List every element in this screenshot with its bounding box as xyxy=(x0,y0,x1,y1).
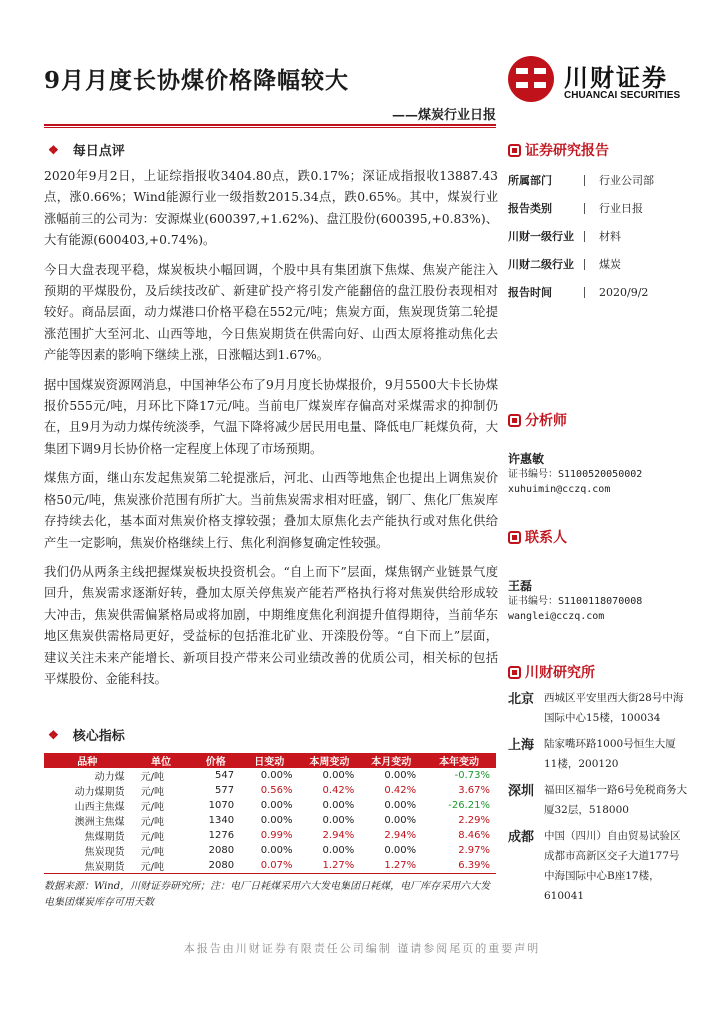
table-row xyxy=(44,828,496,843)
report-info-heading-text: 证券研究报告 xyxy=(525,143,609,159)
table-cell: -26.21% xyxy=(448,800,490,811)
page-footer: 本报告由川财证券有限责任公司编制 谨请参阅尾页的重要声明 xyxy=(183,942,541,955)
table-cell: 1.27% xyxy=(360,858,422,874)
table-row xyxy=(44,783,496,798)
table-cell: 2080 xyxy=(191,858,240,874)
analyst-heading xyxy=(508,410,718,430)
section-icon xyxy=(508,414,521,427)
table-cell: 0.00% xyxy=(322,845,355,856)
office-address: 陆家嘴环路1000号恒生大厦11楼，200120 xyxy=(544,738,676,770)
brand-name-cn: 川财证券 xyxy=(564,64,668,92)
info-value: 2020/9/2 xyxy=(599,285,649,299)
table-row xyxy=(44,768,496,783)
table-cell: 0.56% xyxy=(260,785,293,796)
daily-paragraph: 煤焦方面，继山东发起焦炭第二轮提涨后，河北、山西等地焦企也提出上调焦炭价格50元/吨，焦炭涨价范围有所扩大。当前焦炭需求相对旺盛，钢厂、焦化厂焦炭库存持续去化，基本面对焦炭价格支撑较强；叠加太原焦化去产能执行或对焦化供给产生一定影响，焦炭价格继续上行、焦化利润修复确定性较强。 xyxy=(44,471,498,550)
daily-commentary xyxy=(44,140,498,690)
col-header: 本周变动 xyxy=(298,753,360,768)
table-cell: 0.99% xyxy=(260,830,293,841)
office-row xyxy=(508,826,718,906)
table-cell: 0.42% xyxy=(384,785,417,796)
brand-name-en: CHUANCAI SECURITIES xyxy=(564,90,681,101)
table-cell: 0.07% xyxy=(240,858,298,874)
report-title: 9月月度长协煤价格降幅较大 xyxy=(44,67,350,94)
office-city: 上海 xyxy=(508,738,535,753)
contact-name: 王磊 xyxy=(508,579,533,593)
table-cell: 1276 xyxy=(208,830,235,841)
info-value: 行业公司部 xyxy=(599,174,654,187)
info-key: 报告时间 xyxy=(508,286,552,299)
diamond-bullet-icon: ❖ xyxy=(48,142,59,157)
table-cell: 2.29% xyxy=(458,815,490,826)
table-cell: 0.00% xyxy=(384,800,417,811)
analyst-heading-text: 分析师 xyxy=(525,413,567,429)
section-icon xyxy=(508,666,521,679)
table-cell: 2.94% xyxy=(384,830,417,841)
analyst-cert: 证书编号：S1100520050002 xyxy=(508,469,643,480)
info-row xyxy=(508,200,718,216)
table-header-row xyxy=(44,753,496,768)
col-header: 单位 xyxy=(131,753,192,768)
info-separator xyxy=(584,259,594,270)
daily-heading xyxy=(48,140,498,159)
table-cell: 山西主焦煤 xyxy=(74,802,125,813)
info-separator xyxy=(584,175,594,186)
office-list xyxy=(508,688,718,906)
info-key: 川财一级行业 xyxy=(508,230,574,243)
info-row xyxy=(508,172,718,188)
col-header: 价格 xyxy=(191,753,240,768)
info-key: 所属部门 xyxy=(508,174,552,187)
table-cell: 元/吨 xyxy=(140,832,164,843)
office-row xyxy=(508,734,718,774)
col-header: 本月变动 xyxy=(360,753,422,768)
info-value: 材料 xyxy=(599,230,621,243)
table-cell: 0.00% xyxy=(384,770,417,781)
indicator-table xyxy=(44,753,496,874)
table-cell: 焦炭期货 xyxy=(44,858,131,874)
diamond-bullet-icon: ❖ xyxy=(48,727,59,742)
header-rule xyxy=(44,124,496,126)
table-cell: 焦煤期货 xyxy=(84,832,125,843)
table-cell: 动力煤 xyxy=(94,772,125,783)
table-cell: 元/吨 xyxy=(140,817,164,828)
table-cell: 1.27% xyxy=(298,858,360,874)
table-cell: 8.46% xyxy=(458,830,490,841)
table-cell: 0.00% xyxy=(384,815,417,826)
table-cell: 元/吨 xyxy=(131,858,192,874)
table-cell: 0.00% xyxy=(322,815,355,826)
contact-heading xyxy=(508,527,718,547)
table-cell: 0.42% xyxy=(322,785,355,796)
info-key: 报告类别 xyxy=(508,202,552,215)
info-row xyxy=(508,284,718,300)
table-cell: 0.00% xyxy=(260,845,293,856)
contact-email[interactable]: wanglei@cczq.com xyxy=(508,611,605,622)
info-value: 行业日报 xyxy=(599,202,643,215)
contact-heading-text: 联系人 xyxy=(525,530,567,546)
core-indicators xyxy=(44,725,498,911)
table-cell: 1070 xyxy=(208,800,235,811)
info-value: 煤炭 xyxy=(599,258,621,271)
table-cell: 元/吨 xyxy=(140,802,164,813)
table-cell: 547 xyxy=(214,770,235,781)
info-row xyxy=(508,256,718,272)
table-note: 数据来源：Wind，川财证券研究所；注：电厂日耗煤采用六大发电集团日耗煤，电厂库存采用六大发电集团煤炭库存可用天数 xyxy=(44,881,491,908)
table-cell: 元/吨 xyxy=(140,787,164,798)
table-cell: 0.00% xyxy=(322,800,355,811)
brand-mark-icon xyxy=(508,56,554,102)
col-header: 本年变动 xyxy=(422,753,496,768)
info-key: 川财二级行业 xyxy=(508,258,574,271)
table-cell: 2080 xyxy=(208,845,235,856)
section-icon xyxy=(508,144,521,157)
core-heading-text: 核心指标 xyxy=(72,729,125,744)
contact-cert: 证书编号：S1100118070008 xyxy=(508,596,643,607)
info-separator xyxy=(584,231,594,242)
office-address: 中国（四川）自由贸易试验区成都市高新区交子大道177号中海国际中心B座17楼，610041 xyxy=(544,830,681,902)
table-cell: -0.73% xyxy=(454,770,490,781)
brand-logo xyxy=(508,56,718,106)
info-row xyxy=(508,228,718,244)
table-cell: 动力煤期货 xyxy=(74,787,125,798)
info-separator xyxy=(584,203,594,214)
daily-paragraph: 据中国煤炭资源网消息，中国神华公布了9月月度长协煤报价，9月5500大卡长协煤报价555元/吨，月环比下降17元/吨。当前电厂煤炭库存偏高对采煤需求的抑制仍在，且9月为动力煤传统淡季，气温下降将减少居民用电量、降低电厂耗煤负荷，大集团下调9月长协价格一定程度上体现了市场预期。 xyxy=(44,377,498,456)
office-row xyxy=(508,780,718,820)
table-row xyxy=(44,813,496,828)
table-cell: 元/吨 xyxy=(140,772,164,783)
office-city: 深圳 xyxy=(508,784,535,799)
table-cell: 2.94% xyxy=(322,830,355,841)
report-info-list xyxy=(508,172,718,300)
office-city: 北京 xyxy=(508,692,535,707)
table-cell: 2.97% xyxy=(458,845,490,856)
daily-heading-text: 每日点评 xyxy=(72,144,125,159)
office-address: 福田区福华一路6号免税商务大厦32层，518000 xyxy=(544,784,688,816)
report-subtitle: ——煤炭行业日报 xyxy=(391,108,496,123)
office-city: 成都 xyxy=(508,830,535,845)
table-cell: 0.00% xyxy=(384,845,417,856)
table-cell: 577 xyxy=(214,785,235,796)
report-info-heading xyxy=(508,140,718,160)
info-separator xyxy=(584,287,594,298)
table-cell: 0.00% xyxy=(322,770,355,781)
table-row xyxy=(44,858,496,874)
table-cell: 0.00% xyxy=(260,815,293,826)
table-cell: 0.00% xyxy=(260,770,293,781)
daily-paragraph: 我们仍从两条主线把握煤炭板块投资机会。“自上而下”层面，煤焦钢产业链景气度回升，焦炭需求逐渐好转，叠加太原关停焦炭产能若严格执行将对焦炭供给形成较大冲击，焦炭供需偏紧格局或将加剧，中期维度焦化利润提升值得期待，当前华东地区焦炭供需格局更好，受益标的包括淮北矿业、开滦股份等。“自下而上”层面，建议关注未来产能增长、新项目投产带来公司业绩改善的优质公司，相关标的包括平煤股份、金能科技。 xyxy=(44,564,498,686)
table-row xyxy=(44,798,496,813)
daily-paragraph: 今日大盘表现平稳，煤炭板块小幅回调，个股中具有集团旗下焦煤、焦炭产能注入预期的平煤股份，及后续技改矿、新建矿投产将引发产能翻倍的盘江股份表现相对较好。商品层面，动力煤港口价格平稳在552元/吨；焦炭方面，焦炭现货第二轮提涨范围扩大至河北、山西等地，今日焦炭期货在供需向好、山西太原将推动焦化去产能等因素的影响下继续上涨，日涨幅达到1.67%。 xyxy=(44,262,498,363)
col-header: 日变动 xyxy=(240,753,298,768)
institute-heading xyxy=(508,662,718,682)
table-cell: 6.39% xyxy=(422,858,496,874)
header-rule-thin xyxy=(44,127,496,128)
office-address: 西城区平安里西大街28号中海国际中心15楼，100034 xyxy=(544,692,684,724)
daily-paragraph: 2020年9月2日，上证综指报收3404.80点，跌0.17%；深证成指报收13887.43点，涨0.66%；Wind能源行业一级指数2015.34点，跌0.65%。其中，煤炭行业涨幅前三的公司为：安源煤业(600397,+1.62%)、盘江股份(600395,+0.83%)、大有能源(600403,+0.74%)。 xyxy=(44,169,498,248)
table-cell: 0.00% xyxy=(260,800,293,811)
institute-heading-text: 川财研究所 xyxy=(525,665,595,681)
table-cell: 焦炭现货 xyxy=(84,847,125,858)
table-cell: 澳洲主焦煤 xyxy=(74,817,125,828)
table-cell: 3.67% xyxy=(458,785,490,796)
core-heading xyxy=(48,725,498,744)
table-cell: 元/吨 xyxy=(140,847,164,858)
analyst-name: 许惠敏 xyxy=(508,452,545,466)
table-row xyxy=(44,843,496,858)
sidebar xyxy=(508,140,718,906)
col-header: 品种 xyxy=(44,753,131,768)
section-icon xyxy=(508,531,521,544)
office-row xyxy=(508,688,718,728)
analyst-email[interactable]: xuhuimin@cczq.com xyxy=(508,484,611,495)
table-cell: 1340 xyxy=(208,815,235,826)
